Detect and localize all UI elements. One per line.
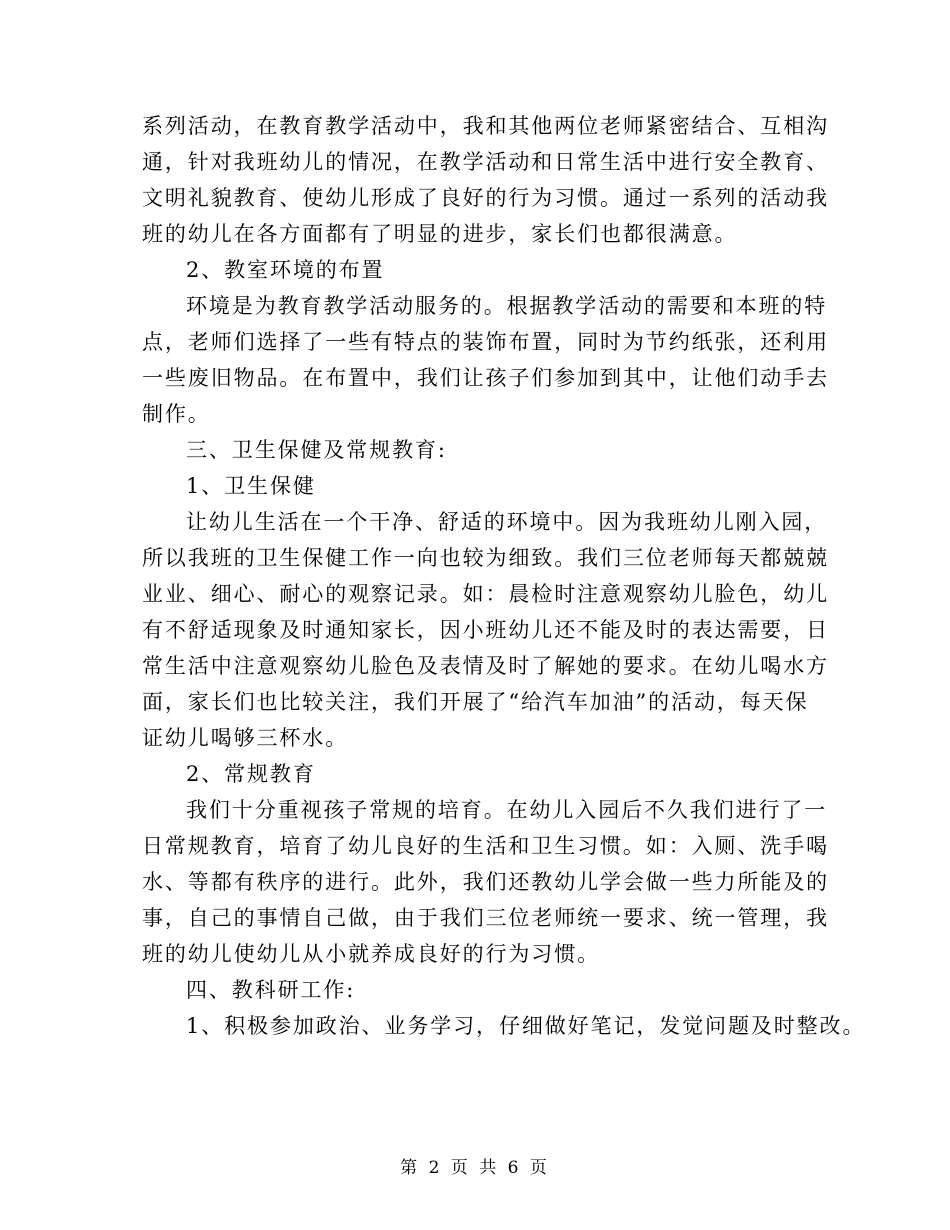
text-line: 业业、细心、耐心的观察记录。如：晨检时注意观察幼儿脸色，幼儿 <box>142 582 829 606</box>
text-line: 所以我班的卫生保健工作一向也较为细致。我们三位老师每天都兢兢 <box>142 546 829 570</box>
text-line: 事，自己的事情自己做，由于我们三位老师统一要求、统一管理，我 <box>142 906 829 930</box>
text-line: 日常规教育，培育了幼儿良好的生活和卫生习惯。如：入厕、洗手喝 <box>142 834 829 858</box>
text-line: 1、积极参加政治、业务学习，仔细做好笔记，发觉问题及时整改。 <box>186 1014 866 1038</box>
text-line: 系列活动，在教育教学活动中，我和其他两位老师紧密结合、互相沟 <box>142 114 829 138</box>
text-line: 环境是为教育教学活动服务的。根据教学活动的需要和本班的特 <box>186 294 828 318</box>
text-line: 我们十分重视孩子常规的培育。在幼儿入园后不久我们进行了一 <box>186 798 828 822</box>
text-line: 证幼儿喝够三杯水。 <box>142 726 349 750</box>
text-line: 制作。 <box>142 402 211 426</box>
text-line: 三、卫生保健及常规教育: <box>186 438 447 462</box>
text-line: 一些废旧物品。在布置中，我们让孩子们参加到其中，让他们动手去 <box>142 366 829 390</box>
page-footer: 第 2 页 共 6 页 <box>400 1158 550 1178</box>
text-line: 文明礼貌教育、使幼儿形成了良好的行为习惯。通过一系列的活动我 <box>142 186 829 210</box>
text-line: 1、卫生保健 <box>186 474 316 498</box>
text-line: 2、教室环境的布置 <box>186 258 385 282</box>
text-line: 班的幼儿在各方面都有了明显的进步，家长们也都很满意。 <box>142 222 738 246</box>
text-line: 四、教科研工作: <box>186 978 356 1002</box>
text-line: 2、常规教育 <box>186 762 316 786</box>
text-line: 常生活中注意观察幼儿脸色及表情及时了解她的要求。在幼儿喝水方 <box>142 654 829 678</box>
text-line: 面，家长们也比较关注，我们开展了“给汽车加油”的活动，每天保 <box>142 690 809 714</box>
text-line: 水、等都有秩序的进行。此外，我们还教幼儿学会做一些力所能及的 <box>142 870 829 894</box>
text-line: 点，老师们选择了一些有特点的装饰布置，同时为节约纸张，还利用 <box>142 330 829 354</box>
text-line: 班的幼儿使幼儿从小就养成良好的行为习惯。 <box>142 942 600 966</box>
text-line: 让幼儿生活在一个干净、舒适的环境中。因为我班幼儿刚入园， <box>186 510 828 534</box>
document-body <box>142 108 866 1044</box>
text-line: 通，针对我班幼儿的情况，在教学活动和日常生活中进行安全教育、 <box>142 150 829 174</box>
text-line: 有不舒适现象及时通知家长，因小班幼儿还不能及时的表达需要，日 <box>142 618 829 642</box>
